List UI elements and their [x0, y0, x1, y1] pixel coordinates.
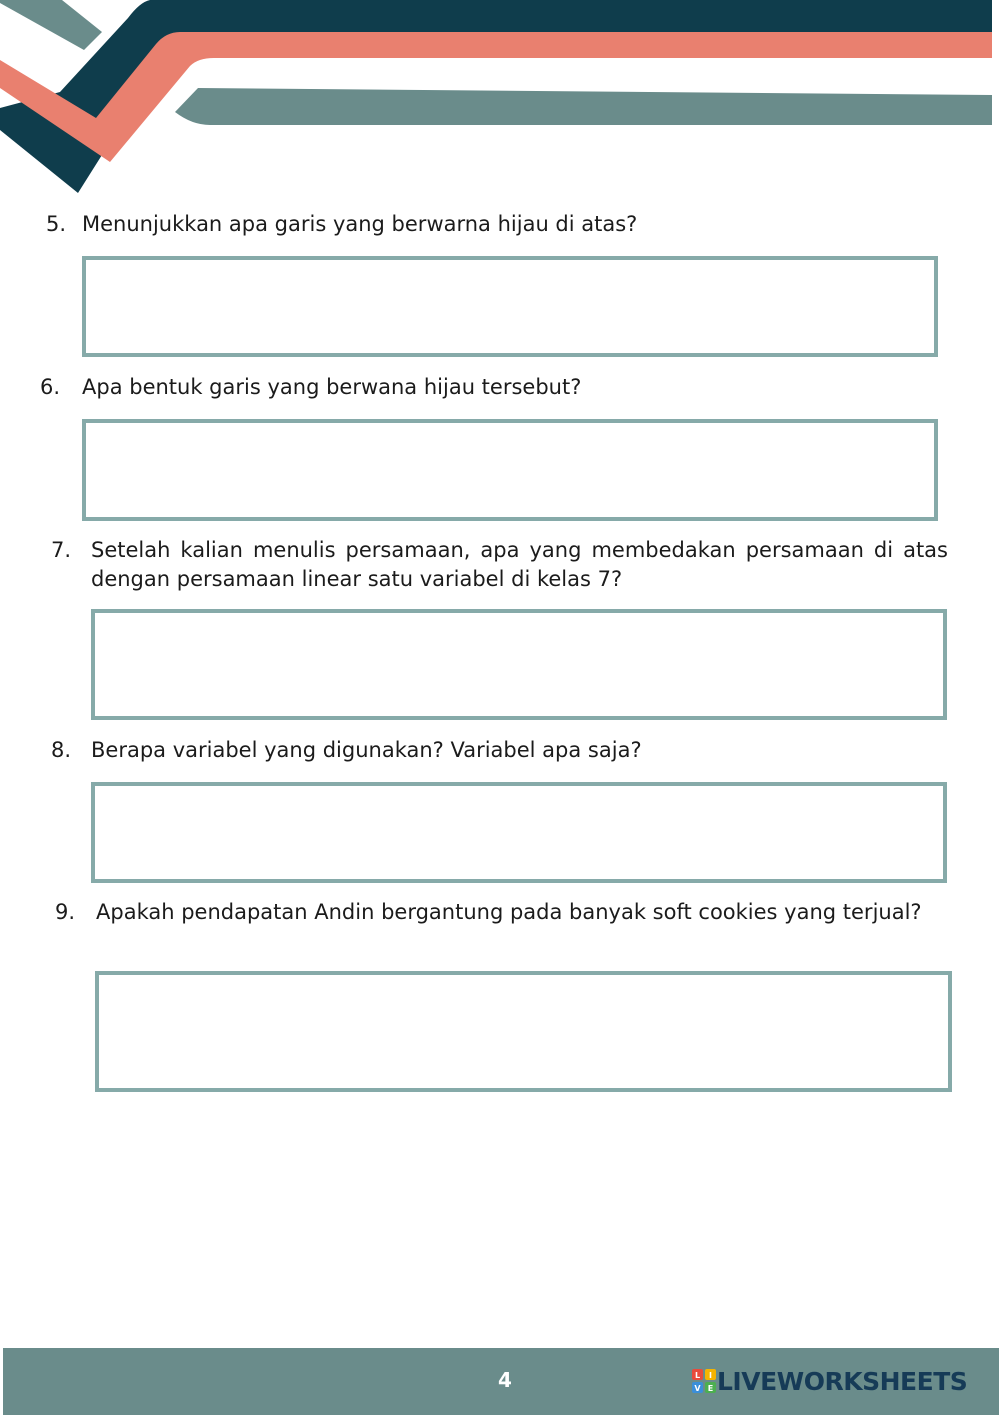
header-stripe-slate-small: [0, 0, 102, 50]
header-stripe-slate: [175, 88, 992, 125]
header-decoration: [0, 0, 999, 200]
question-7-text: Setelah kalian menulis persamaan, apa yang membedakan persamaan di atas dengan persamaan linear satu variabel di kelas 7?: [91, 538, 948, 591]
answer-box-9[interactable]: [95, 971, 952, 1092]
question-6-number: 6.: [40, 375, 61, 399]
page-number: 4: [498, 1368, 512, 1392]
question-8-text: Berapa variabel yang digunakan? Variabel apa saja?: [91, 738, 642, 762]
logo-letter-e: E: [707, 1384, 714, 1393]
question-6: [40, 373, 920, 403]
logo-letter-v: V: [694, 1384, 701, 1393]
question-7: [51, 536, 948, 596]
footer-bar: [3, 1348, 999, 1415]
question-8-number: 8.: [51, 738, 72, 762]
question-7-number: 7.: [51, 538, 72, 562]
logo-letter-l: L: [694, 1371, 701, 1380]
question-9-text: Apakah pendapatan Andin bergantung pada banyak soft cookies yang terjual?: [96, 900, 922, 924]
question-5-text: Menunjukkan apa garis yang berwarna hijau di atas?: [82, 212, 638, 236]
question-6-text: Apa bentuk garis yang berwana hijau tersebut?: [82, 375, 582, 399]
question-5-number: 5.: [46, 212, 67, 236]
answer-box-5[interactable]: [82, 256, 938, 357]
question-5: [46, 210, 926, 240]
liveworksheets-logo-icon: [691, 1368, 717, 1394]
answer-box-6[interactable]: [82, 419, 938, 521]
brand-name: LIVEWORKSHEETS: [717, 1367, 968, 1396]
question-8: [51, 736, 931, 766]
logo-letter-i: I: [709, 1371, 712, 1380]
answer-box-7[interactable]: [91, 609, 947, 720]
question-9: [55, 898, 952, 958]
question-9-number: 9.: [55, 900, 76, 924]
answer-box-8[interactable]: [91, 782, 947, 883]
